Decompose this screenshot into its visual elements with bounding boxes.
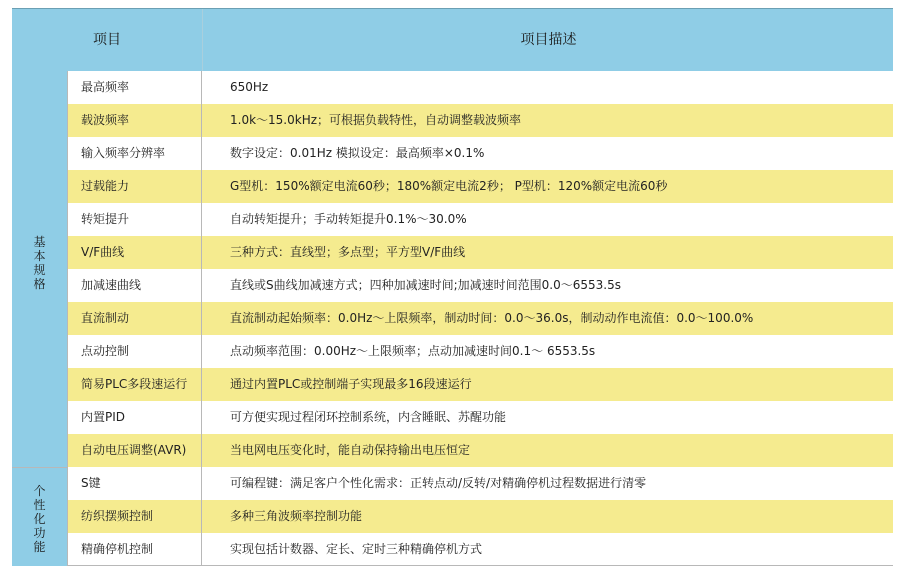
table-row [67, 104, 893, 138]
table-row [67, 236, 893, 270]
group-label-char: 性 [33, 498, 46, 512]
row-description: 数字设定：0.01Hz 模拟设定：最高频率×0.1% [230, 146, 485, 160]
column-divider [67, 71, 68, 565]
row-item: V/F曲线 [67, 236, 202, 269]
row-item: 自动电压调整(AVR) [67, 434, 202, 467]
row-item: 载波频率 [67, 104, 202, 137]
table-row [67, 269, 893, 303]
row-description: 可编程键：满足客户个性化需求：正转点动/反转/对精确停机过程数据进行清零 [230, 476, 647, 490]
table-row [67, 302, 893, 336]
row-item: 最高频率 [67, 71, 202, 104]
table-row [67, 170, 893, 204]
row-description: 自动转矩提升；手动转矩提升0.1%～30.0% [230, 212, 467, 226]
group-basic-spec [12, 71, 67, 467]
row-description: 直流制动起始频率：0.0Hz～上限频率，制动时间：0.0～36.0s，制动动作电流值：0.0～100.0% [230, 311, 754, 325]
header-item: 项目 [93, 32, 121, 48]
row-description: 多种三角波频率控制功能 [230, 509, 363, 523]
table-header [12, 8, 893, 72]
row-description: 通过内置PLC或控制端子实现最多16段速运行 [230, 377, 472, 391]
group-label-char: 格 [33, 277, 46, 291]
row-description: 1.0k～15.0kHz；可根据负载特性，自动调整载波频率 [230, 113, 522, 127]
row-description: 650Hz [230, 80, 269, 94]
row-description: G型机：150%额定电流60秒；180%额定电流2秒； P型机：120%额定电流60秒 [230, 179, 668, 193]
row-description: 三种方式：直线型；多点型；平方型V/F曲线 [230, 245, 466, 259]
table-row [67, 368, 893, 402]
group-label-char: 化 [33, 512, 46, 526]
table-row [67, 335, 893, 369]
group-label-char: 功 [33, 526, 46, 540]
group-label-char: 能 [33, 540, 46, 554]
table-row [67, 533, 893, 566]
row-item: 纺织摆频控制 [67, 500, 202, 533]
row-description: 实现包括计数器、定长、定时三种精确停机方式 [230, 542, 483, 556]
table-row [67, 434, 893, 468]
table-row [67, 467, 893, 501]
group-personalized [12, 467, 67, 566]
row-description: 直线或S曲线加减速方式；四种加减速时间;加减速时间范围0.0～6553.5s [230, 278, 621, 292]
table-row [67, 500, 893, 534]
row-item: 内置PID [67, 401, 202, 434]
row-description: 可方便实现过程闭环控制系统，内含睡眠、苏醒功能 [230, 410, 507, 424]
header-description: 项目描述 [202, 9, 894, 71]
table-row [67, 203, 893, 237]
row-item: S键 [67, 467, 202, 500]
table-row [67, 137, 893, 171]
table-row [67, 401, 893, 435]
row-item: 加减速曲线 [67, 269, 202, 302]
group-label-char: 本 [33, 249, 46, 263]
group-label-char: 基 [33, 235, 46, 249]
row-item: 点动控制 [67, 335, 202, 368]
row-item: 过载能力 [67, 170, 202, 203]
group-label-char: 规 [33, 263, 46, 277]
group-label-char: 个 [33, 484, 46, 498]
row-item: 简易PLC多段速运行 [67, 368, 202, 401]
row-item: 直流制动 [67, 302, 202, 335]
row-description: 当电网电压变化时，能自动保持输出电压恒定 [230, 443, 471, 457]
row-item: 输入频率分辨率 [67, 137, 202, 170]
row-description: 点动频率范围：0.00Hz～上限频率；点动加减速时间0.1～ 6553.5s [230, 344, 596, 358]
row-item: 精确停机控制 [67, 533, 202, 566]
table-row [67, 71, 893, 105]
row-item: 转矩提升 [67, 203, 202, 236]
